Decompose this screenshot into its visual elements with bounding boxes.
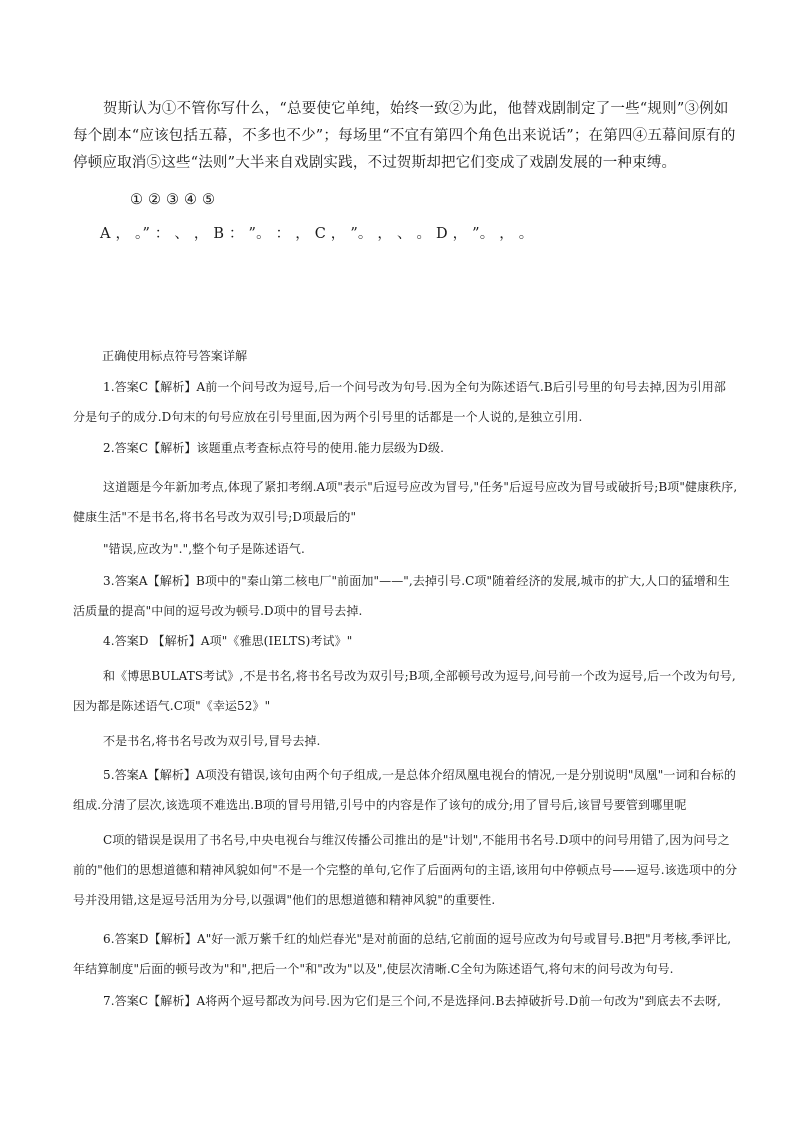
answer-5: 5.答案A【解析】A项没有错误,该句由两个句子组成,一是总体介绍凤凰电视台的情况,一是分别说明"凤凰"一词和台标的组成.分清了层次,该选项不难选出.B项的冒号用错,引号中的内容是作了该句的成分;用了冒号后,该冒号要管到哪里呢 [73,768,736,812]
answer-4-detail: 和《博思BULATS考试》,不是书名,将书名号改为双引号;B项,全部顿号改为逗号,问号前一个改为逗号,后一个改为句号,因为都是陈述语气.C项"《幸运52》" [73,669,736,713]
answer-4: 4.答案D 【解析】A项"《雅思(IELTS)考试》" [103,634,353,648]
answer-5-detail: C项的错误是误用了书名号,中央电视台与维汉传播公司推出的是"计划",不能用书名号.D项中的问号用错了,因为问号之前的"他们的思想道德和精神风貌如何"不是一个完整的单句,它作了后面两句的主语,该用句中停顿点号——逗号.该选项中的分号并没用错,这是逗号活用为分号,以强调"他们的思想道德和精神风貌"的重要性. [73,833,738,907]
answer-2-detail: 这道题是今年新加考点,体现了紧扣考纲.A项"表示"后逗号应改为冒号,"任务"后逗号应改为冒号或破折号;B项"健康秩序,健康生活"不是书名,将书名号改为双引号;D项最后的" [73,480,738,524]
answer-options: A ， 。” ： 、 ， B ： ”。 ： ， C ， ”。 ， 、 。 D ， ”。 ， 。 [100,226,534,242]
answer-3: 3.答案A【解析】B项中的"秦山第二核电厂"前面加"——",去掉引号.C项"随着经济的发展,城市的扩大,人口的猛增和生活质量的提高"中间的逗号改为顿号.D项中的冒号去掉. [73,574,730,618]
answer-2-detail-cont: "错误,应改为".",整个句子是陈述语气. [103,542,305,556]
answer-6: 6.答案D【解析】A"好一派万紫千红的灿烂春光"是对前面的总结,它前面的逗号应改为句号或冒号.B把"月考核,季评比,年结算制度"后面的顿号改为"和",把后一个"和"改为"以及",使层次清晰.C全句为陈述语气,将句末的问号改为句号. [73,932,732,976]
answer-1: 1.答案C【解析】A前一个问号改为逗号,后一个问号改为句号.因为全句为陈述语气.B后引号里的句号去掉,因为引用部分是句子的成分.D句末的句号应放在引号里面,因为两个引号里的话都是一个人说的,是独立引用. [73,380,726,424]
question-passage: 贺斯认为①不管你写什么，“总要使它单纯，始终一致②为此，他替戏剧制定了一些“规则”③例如每个剧本“应该包括五幕，不多也不少”；每场里“不宜有第四个角色出来说话”；在第四④五幕间原有的停顿应取消⑤这些“法则”大半来自戏剧实践，不过贺斯却把它们变成了戏剧发展的一种束缚。 [73,101,736,171]
circled-markers: ① ② ③ ④ ⑤ [130,192,216,208]
answer-4-detail-cont: 不是书名,将书名号改为双引号,冒号去掉. [103,734,321,748]
answer-7: 7.答案C【解析】A将两个逗号都改为问号.因为它们是三个问,不是选择问.B去掉破折号.D前一句改为"到底去不去呀, [103,994,722,1008]
answer-2: 2.答案C【解析】该题重点考查标点符号的使用.能力层级为D级. [103,441,444,455]
answers-title: 正确使用标点符号答案详解 [102,349,248,363]
